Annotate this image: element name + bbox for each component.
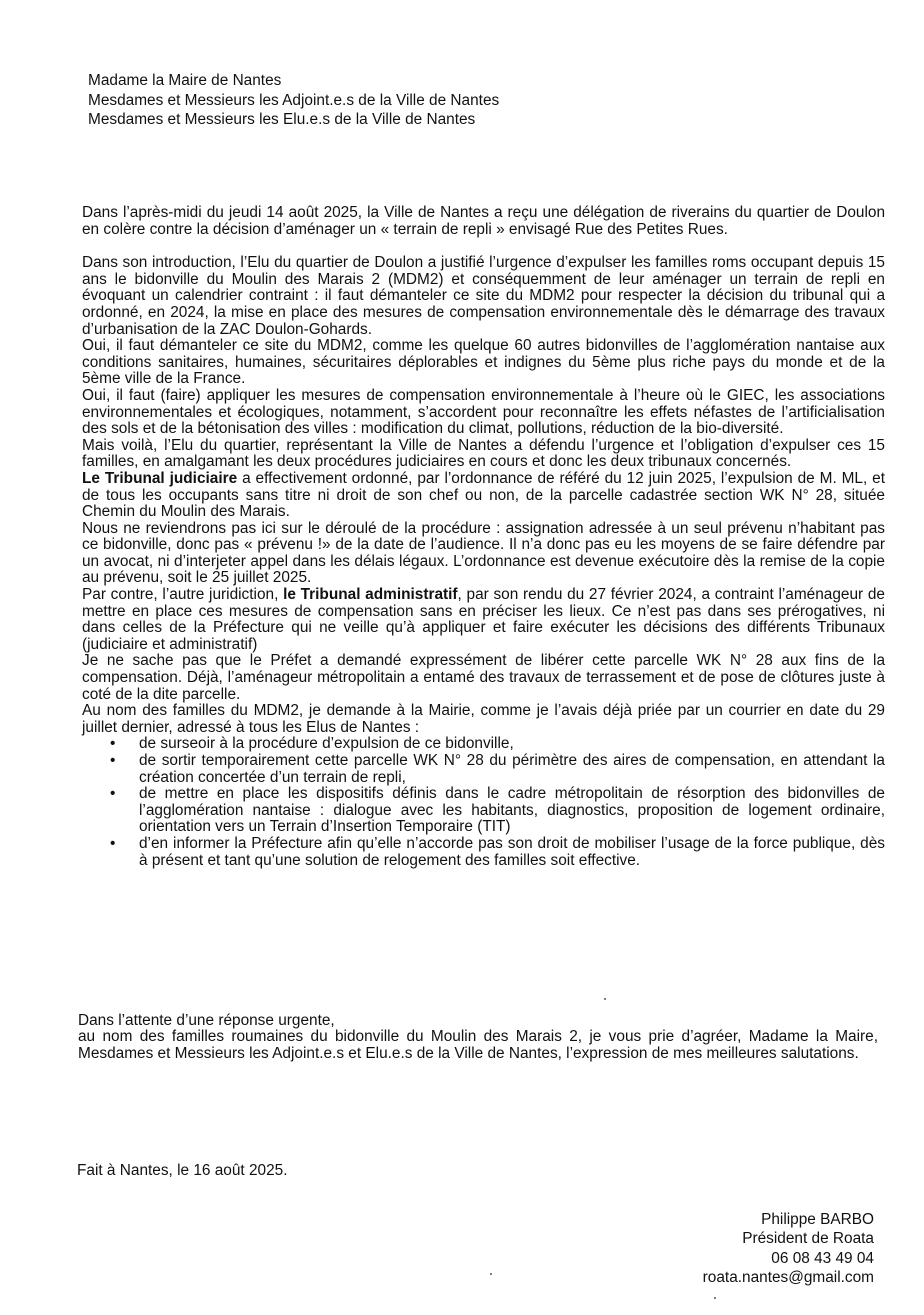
recipient-line: Madame la Maire de Nantes xyxy=(88,72,282,89)
tribunal-administratif-intro: Par contre, l’autre juridiction, xyxy=(82,586,284,604)
paragraph-demande: Au nom des familles du MDM2, je demande à la Mairie, comme je l’avais déjà priée par un courrier en date du 29 juillet dernier, adressé à tous les Elus de Nantes : xyxy=(82,702,885,736)
signature-block xyxy=(703,1210,874,1287)
request-text: de sortir temporairement cette parcelle WK N° 28 du périmètre des aires de compensation, en attendant la création concertée d’un terrain de repli, xyxy=(139,752,885,786)
paragraph-tribunal-judiciaire xyxy=(82,471,885,521)
tribunal-administratif-label: le Tribunal administratif xyxy=(283,586,458,604)
request-text: d’en informer la Préfecture afin qu’elle n’accorde pas son droit de mobiliser l’usage de la force publique, dès à présent et tant qu’une solution de relogement des familles soit effective. xyxy=(139,834,885,869)
signer-email: roata.nantes@gmail.com xyxy=(702,1268,874,1286)
tribunal-administratif-text: , par son rendu du 27 février 2024, a contraint l’aménageur de mettre en place ces mesures de compensation sans en préciser les lieux. Ce n’est pas dans ses prérogatives, ni dans celles de la Préfecture qui ne veille qu’à appliquer et faire exécuter les décisions des différents Tribunaux (judiciaire et administratif) xyxy=(82,586,885,653)
tribunal-judiciaire-label: Le Tribunal judiciaire xyxy=(82,469,238,487)
paragraph-tribunal-administratif xyxy=(82,587,885,653)
bullet-icon: • xyxy=(110,752,116,769)
closing-salutation: au nom des familles roumaines du bidonville du Moulin des Marais 2, je vous prie d’agréer, Madame la Maire, Mesdames et Messieurs les Adjoint.e.s et Elu.e.s de la Ville de Nantes, l’expression de mes meilleures salutations. xyxy=(78,1028,878,1062)
paragraph-procedure: Nous ne reviendrons pas ici sur le déroulé de la procédure : assignation adressée à un seul prévenu n’habitant pas ce bidonville, donc pas « prévenu !» de la date de l’audience. Il n’a donc pas eu les moyens de se faire défendre par un avocat, ni d’interjeter appel dans les délais légaux. L’ordonnance est devenue exécutoire dès la remise de la copie au prévenu, soit le 25 juillet 2025. xyxy=(82,519,885,587)
bullet-icon: • xyxy=(110,785,116,803)
place-date: Fait à Nantes, le 16 août 2025. xyxy=(77,1162,288,1179)
intro-paragraph: Dans l’après-midi du jeudi 14 août 2025, la Ville de Nantes a reçu une délégation de riverains du quartier de Doulon en colère contre la décision d’aménager un « terrain de repli » envisagé Rue des Petites Rues. xyxy=(82,204,885,238)
closing-block xyxy=(78,1013,878,1062)
closing-line: Dans l’attente d’une réponse urgente, xyxy=(78,1012,335,1029)
signer-phone: 06 08 43 49 04 xyxy=(771,1249,874,1267)
bullet-icon: • xyxy=(110,834,116,852)
letter-body xyxy=(82,205,885,869)
recipient-line: Mesdames et Messieurs les Elu.e.s de la Ville de Nantes xyxy=(88,111,476,128)
signer-name: Philippe BARBO xyxy=(761,1211,874,1228)
request-item xyxy=(82,836,885,869)
signer-title: Président de Roata xyxy=(742,1230,874,1248)
paragraph-introduction-elu: Dans son introduction, l’Elu du quartier de Doulon a justifié l’urgence d’expulser les familles roms occupant depuis 15 ans le bidonville du Moulin des Marais 2 (MDM2) et conséquemment de leur aménager un terrain de repli en évoquant un calendrier contraint : il faut démanteler ce site du MDM2 pour respecter la décision du tribunal qui a ordonné, en 2024, la mise en place des mesures de compensation environnementale dès le démarrage des travaux d’urbanisation de la ZAC Doulon-Gohards. xyxy=(82,254,885,338)
recipient-line: Mesdames et Messieurs les Adjoint.e.s de la Ville de Nantes xyxy=(88,91,500,109)
bullet-icon: • xyxy=(110,735,116,753)
request-item xyxy=(82,786,885,836)
scan-speck xyxy=(714,1297,716,1299)
request-item xyxy=(82,736,885,753)
scan-speck xyxy=(604,998,606,1000)
scan-speck xyxy=(490,1273,492,1275)
paragraph-compensation: Oui, il faut (faire) appliquer les mesures de compensation environnementale à l’heure où le GIEC, les associations environnementales et écologiques, notamment, s’accordent pour reconnaître les effets néfastes de l’artificialisation des sols et de la bétonisation des villes : modification du climat, pollutions, réduction de la bio-diversité. xyxy=(82,386,885,438)
recipients-block xyxy=(88,71,788,130)
request-list xyxy=(82,736,885,869)
paragraph-prefet: Je ne sache pas que le Préfet a demandé expressément de libérer cette parcelle WK N° 28 aux fins de la compensation. Déjà, l’aménageur métropolitain a entamé des travaux de terrassement et de pose de clôtures juste à coté de la dite parcelle. xyxy=(82,652,885,703)
request-text: de surseoir à la procédure d’expulsion de ce bidonville, xyxy=(139,735,514,753)
request-item xyxy=(82,753,885,786)
tribunal-judiciaire-text: a effectivement ordonné, par l’ordonnance de référé du 12 juin 2025, l’expulsion de M. ML, et de tous les occupants sans titre ni droit de son chef ou non, de la parcelle cadastrée section WK N° 28, située Chemin du Moulin des Marais. xyxy=(82,469,885,521)
paragraph-demanteler: Oui, il faut démanteler ce site du MDM2, comme les quelque 60 autres bidonvilles de l’agglomération nantaise aux conditions sanitaires, humaines, sécuritaires déplorables et indignes du 5ème plus riche pays du monde et de la 5ème ville de la France. xyxy=(82,337,885,388)
request-text: de mettre en place les dispositifs définis dans le cadre métropolitain de résorption des bidonvilles de l’agglomération nantaise : dialogue avec les habitants, diagnostics, proposition de logement ordinaire, orientation vers un Terrain d’Insertion Temporaire (TIT) xyxy=(139,785,885,836)
paragraph-amalgame: Mais voilà, l’Elu du quartier, représentant la Ville de Nantes a défendu l’urgence et l’obligation d’expulser ces 15 familles, en amalgamant les deux procédures judiciaires en cours et donc les deux tribunaux concernés. xyxy=(82,436,885,471)
